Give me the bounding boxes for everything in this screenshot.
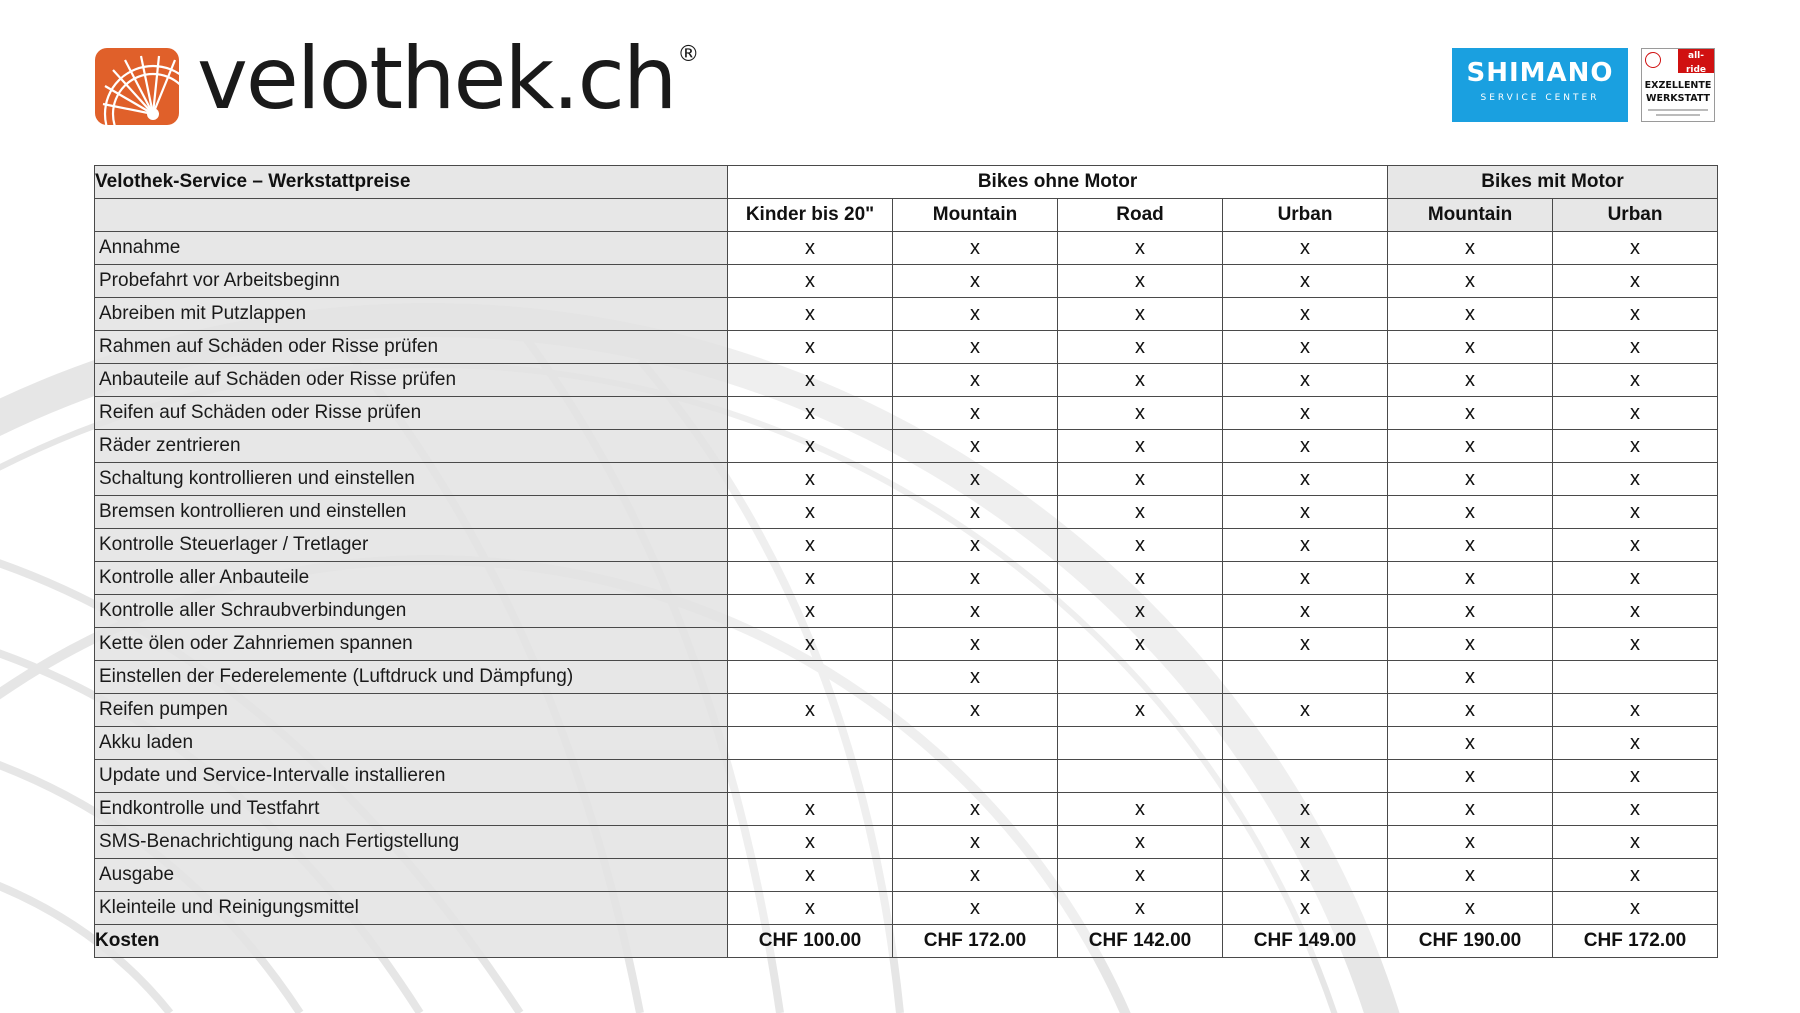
service-mark-cell: x xyxy=(1553,265,1718,298)
service-mark-cell: x xyxy=(1553,793,1718,826)
service-mark-cell: x xyxy=(893,562,1058,595)
group-bikes-mit-motor: Bikes mit Motor xyxy=(1388,166,1718,199)
service-mark-cell: x xyxy=(1553,232,1718,265)
service-mark-cell: x xyxy=(728,331,893,364)
service-mark-cell: x xyxy=(1058,826,1223,859)
service-mark-cell: x xyxy=(1223,694,1388,727)
all-ride-tag: all-ride xyxy=(1678,49,1714,73)
service-mark-cell: x xyxy=(1388,793,1553,826)
table-row xyxy=(95,265,1718,298)
service-mark-cell: x xyxy=(1058,496,1223,529)
service-mark-cell: x xyxy=(893,793,1058,826)
table-row xyxy=(95,760,1718,793)
service-mark-cell xyxy=(728,760,893,793)
cost-label: Kosten xyxy=(95,925,728,958)
service-mark-cell: x xyxy=(1388,727,1553,760)
service-mark-cell: x xyxy=(1223,562,1388,595)
table-row xyxy=(95,859,1718,892)
wheel-logo-icon xyxy=(95,48,179,125)
service-mark-cell: x xyxy=(893,232,1058,265)
excellent-workshop-badge xyxy=(1641,48,1715,122)
table-row xyxy=(95,463,1718,496)
column-header-blank xyxy=(95,199,728,232)
service-mark-cell: x xyxy=(1223,265,1388,298)
table-group-header-row xyxy=(95,166,1718,199)
service-mark-cell xyxy=(1553,661,1718,694)
service-mark-cell xyxy=(893,727,1058,760)
service-mark-cell: x xyxy=(728,463,893,496)
service-mark-cell: x xyxy=(1223,496,1388,529)
service-mark-cell: x xyxy=(893,463,1058,496)
service-mark-cell: x xyxy=(893,628,1058,661)
badge-line-2: WERKSTATT xyxy=(1645,93,1711,104)
seal-icon xyxy=(1645,52,1661,68)
service-mark-cell: x xyxy=(1388,430,1553,463)
service-mark-cell: x xyxy=(1388,397,1553,430)
service-mark-cell: x xyxy=(1388,760,1553,793)
table-row xyxy=(95,661,1718,694)
service-mark-cell xyxy=(728,661,893,694)
table-row xyxy=(95,694,1718,727)
service-mark-cell: x xyxy=(1553,826,1718,859)
service-mark-cell: x xyxy=(1058,628,1223,661)
service-mark-cell: x xyxy=(1553,727,1718,760)
price-cell: CHF 100.00 xyxy=(728,925,893,958)
service-label: SMS-Benachrichtigung nach Fertigstellung xyxy=(95,826,728,859)
service-label: Rahmen auf Schäden oder Risse prüfen xyxy=(95,331,728,364)
column-header: Mountain xyxy=(893,199,1058,232)
service-mark-cell: x xyxy=(1058,463,1223,496)
service-mark-cell xyxy=(1223,727,1388,760)
service-mark-cell: x xyxy=(1058,562,1223,595)
column-header: Urban xyxy=(1553,199,1718,232)
service-label: Bremsen kontrollieren und einstellen xyxy=(95,496,728,529)
registered-mark: ® xyxy=(677,42,700,67)
badge-line-1: EXZELLENTE xyxy=(1644,80,1712,91)
service-mark-cell: x xyxy=(728,298,893,331)
service-mark-cell: x xyxy=(1388,265,1553,298)
table-row xyxy=(95,232,1718,265)
service-label: Annahme xyxy=(95,232,728,265)
service-mark-cell: x xyxy=(728,397,893,430)
service-mark-cell: x xyxy=(728,694,893,727)
price-cell: CHF 172.00 xyxy=(1553,925,1718,958)
service-mark-cell: x xyxy=(1058,298,1223,331)
column-header: Kinder bis 20" xyxy=(728,199,893,232)
service-mark-cell: x xyxy=(893,265,1058,298)
table-row xyxy=(95,430,1718,463)
service-mark-cell: x xyxy=(1388,298,1553,331)
table-title: Velothek-Service – Werkstattpreise xyxy=(95,166,728,199)
service-mark-cell: x xyxy=(893,694,1058,727)
service-mark-cell: x xyxy=(728,265,893,298)
logo-wordmark: velothek.ch xyxy=(197,29,676,129)
service-label: Räder zentrieren xyxy=(95,430,728,463)
service-mark-cell: x xyxy=(1388,859,1553,892)
column-header: Urban xyxy=(1223,199,1388,232)
service-mark-cell: x xyxy=(893,364,1058,397)
service-mark-cell: x xyxy=(1223,628,1388,661)
service-mark-cell: x xyxy=(1058,595,1223,628)
service-mark-cell: x xyxy=(1388,826,1553,859)
service-mark-cell: x xyxy=(1553,298,1718,331)
service-label: Reifen auf Schäden oder Risse prüfen xyxy=(95,397,728,430)
service-label: Kleinteile und Reinigungsmittel xyxy=(95,892,728,925)
service-mark-cell: x xyxy=(1388,529,1553,562)
service-mark-cell: x xyxy=(1223,232,1388,265)
column-header: Mountain xyxy=(1388,199,1553,232)
service-mark-cell: x xyxy=(1223,397,1388,430)
service-mark-cell: x xyxy=(1223,529,1388,562)
service-mark-cell: x xyxy=(1553,628,1718,661)
service-mark-cell: x xyxy=(1058,892,1223,925)
service-mark-cell xyxy=(728,727,893,760)
cost-row xyxy=(95,925,1718,958)
service-mark-cell: x xyxy=(1553,529,1718,562)
service-mark-cell: x xyxy=(1388,496,1553,529)
service-mark-cell: x xyxy=(1553,892,1718,925)
service-mark-cell: x xyxy=(1058,430,1223,463)
service-mark-cell: x xyxy=(1553,496,1718,529)
service-mark-cell: x xyxy=(1223,826,1388,859)
service-mark-cell: x xyxy=(1388,892,1553,925)
service-mark-cell: x xyxy=(1058,364,1223,397)
table-row xyxy=(95,892,1718,925)
service-label: Kontrolle Steuerlager / Tretlager xyxy=(95,529,728,562)
service-mark-cell: x xyxy=(893,859,1058,892)
table-row xyxy=(95,364,1718,397)
service-mark-cell: x xyxy=(893,595,1058,628)
service-mark-cell: x xyxy=(1388,628,1553,661)
table-column-header-row xyxy=(95,199,1718,232)
service-mark-cell: x xyxy=(728,562,893,595)
service-mark-cell: x xyxy=(1388,694,1553,727)
service-label: Abreiben mit Putzlappen xyxy=(95,298,728,331)
table-row xyxy=(95,727,1718,760)
service-mark-cell: x xyxy=(728,232,893,265)
service-mark-cell: x xyxy=(1223,595,1388,628)
service-mark-cell: x xyxy=(728,496,893,529)
service-mark-cell: x xyxy=(1223,430,1388,463)
service-mark-cell: x xyxy=(893,661,1058,694)
service-label: Kontrolle aller Schraubverbindungen xyxy=(95,595,728,628)
column-header: Road xyxy=(1058,199,1223,232)
service-mark-cell: x xyxy=(1058,529,1223,562)
service-mark-cell: x xyxy=(1223,793,1388,826)
service-label: Akku laden xyxy=(95,727,728,760)
service-mark-cell: x xyxy=(893,496,1058,529)
service-mark-cell: x xyxy=(1223,463,1388,496)
service-label: Update und Service-Intervalle installieren xyxy=(95,760,728,793)
service-mark-cell: x xyxy=(1223,364,1388,397)
service-mark-cell xyxy=(1058,661,1223,694)
service-mark-cell: x xyxy=(1223,298,1388,331)
table-row xyxy=(95,628,1718,661)
service-mark-cell xyxy=(1058,727,1223,760)
badge-fine-print xyxy=(1656,114,1700,116)
service-mark-cell xyxy=(893,760,1058,793)
service-label: Einstellen der Federelemente (Luftdruck und Dämpfung) xyxy=(95,661,728,694)
service-mark-cell: x xyxy=(1058,793,1223,826)
service-label: Endkontrolle und Testfahrt xyxy=(95,793,728,826)
group-bikes-ohne-motor: Bikes ohne Motor xyxy=(728,166,1388,199)
shimano-service-center-logo xyxy=(1452,48,1628,122)
table-row xyxy=(95,529,1718,562)
service-mark-cell: x xyxy=(1223,859,1388,892)
service-label: Schaltung kontrollieren und einstellen xyxy=(95,463,728,496)
service-mark-cell: x xyxy=(728,859,893,892)
service-label: Probefahrt vor Arbeitsbeginn xyxy=(95,265,728,298)
service-mark-cell: x xyxy=(1058,694,1223,727)
service-mark-cell: x xyxy=(1388,595,1553,628)
service-mark-cell: x xyxy=(1553,430,1718,463)
service-mark-cell: x xyxy=(1553,364,1718,397)
service-mark-cell: x xyxy=(1553,463,1718,496)
service-mark-cell: x xyxy=(1553,331,1718,364)
service-mark-cell: x xyxy=(1553,397,1718,430)
service-mark-cell: x xyxy=(1553,595,1718,628)
service-mark-cell: x xyxy=(893,529,1058,562)
service-mark-cell: x xyxy=(1223,892,1388,925)
service-mark-cell: x xyxy=(728,628,893,661)
service-mark-cell: x xyxy=(1223,331,1388,364)
service-mark-cell: x xyxy=(893,331,1058,364)
service-mark-cell: x xyxy=(893,826,1058,859)
service-mark-cell: x xyxy=(728,793,893,826)
service-mark-cell: x xyxy=(893,892,1058,925)
badge-fine-print xyxy=(1648,109,1708,111)
price-cell: CHF 149.00 xyxy=(1223,925,1388,958)
price-cell: CHF 172.00 xyxy=(893,925,1058,958)
service-mark-cell: x xyxy=(893,397,1058,430)
table-row xyxy=(95,826,1718,859)
service-mark-cell: x xyxy=(728,826,893,859)
service-label: Kontrolle aller Anbauteile xyxy=(95,562,728,595)
service-mark-cell: x xyxy=(1553,760,1718,793)
service-mark-cell: x xyxy=(893,430,1058,463)
velothek-logo[interactable] xyxy=(95,29,700,134)
page-header xyxy=(0,0,1800,150)
shimano-brand: SHIMANO xyxy=(1466,58,1614,88)
service-mark-cell: x xyxy=(1058,331,1223,364)
table-row xyxy=(95,595,1718,628)
service-mark-cell: x xyxy=(728,364,893,397)
service-mark-cell: x xyxy=(893,298,1058,331)
service-mark-cell: x xyxy=(1058,232,1223,265)
service-mark-cell: x xyxy=(1388,331,1553,364)
service-mark-cell: x xyxy=(1388,562,1553,595)
service-label: Ausgabe xyxy=(95,859,728,892)
service-mark-cell: x xyxy=(728,529,893,562)
price-cell: CHF 142.00 xyxy=(1058,925,1223,958)
service-mark-cell xyxy=(1223,760,1388,793)
service-mark-cell: x xyxy=(1388,463,1553,496)
service-label: Kette ölen oder Zahnriemen spannen xyxy=(95,628,728,661)
service-mark-cell xyxy=(1058,760,1223,793)
price-cell: CHF 190.00 xyxy=(1388,925,1553,958)
service-mark-cell: x xyxy=(1058,859,1223,892)
service-mark-cell: x xyxy=(1388,232,1553,265)
table-row xyxy=(95,331,1718,364)
service-mark-cell: x xyxy=(1553,859,1718,892)
service-mark-cell: x xyxy=(1388,364,1553,397)
service-mark-cell: x xyxy=(1553,562,1718,595)
service-mark-cell: x xyxy=(728,595,893,628)
service-label: Reifen pumpen xyxy=(95,694,728,727)
service-mark-cell: x xyxy=(1553,694,1718,727)
service-label: Anbauteile auf Schäden oder Risse prüfen xyxy=(95,364,728,397)
workshop-price-table xyxy=(94,165,1718,958)
table-row xyxy=(95,496,1718,529)
table-row xyxy=(95,793,1718,826)
shimano-sub: SERVICE CENTER xyxy=(1480,93,1600,103)
service-mark-cell xyxy=(1223,661,1388,694)
service-mark-cell: x xyxy=(1058,397,1223,430)
table-row xyxy=(95,298,1718,331)
service-mark-cell: x xyxy=(728,430,893,463)
service-mark-cell: x xyxy=(1058,265,1223,298)
table-row xyxy=(95,562,1718,595)
table-row xyxy=(95,397,1718,430)
service-mark-cell: x xyxy=(1388,661,1553,694)
service-mark-cell: x xyxy=(728,892,893,925)
